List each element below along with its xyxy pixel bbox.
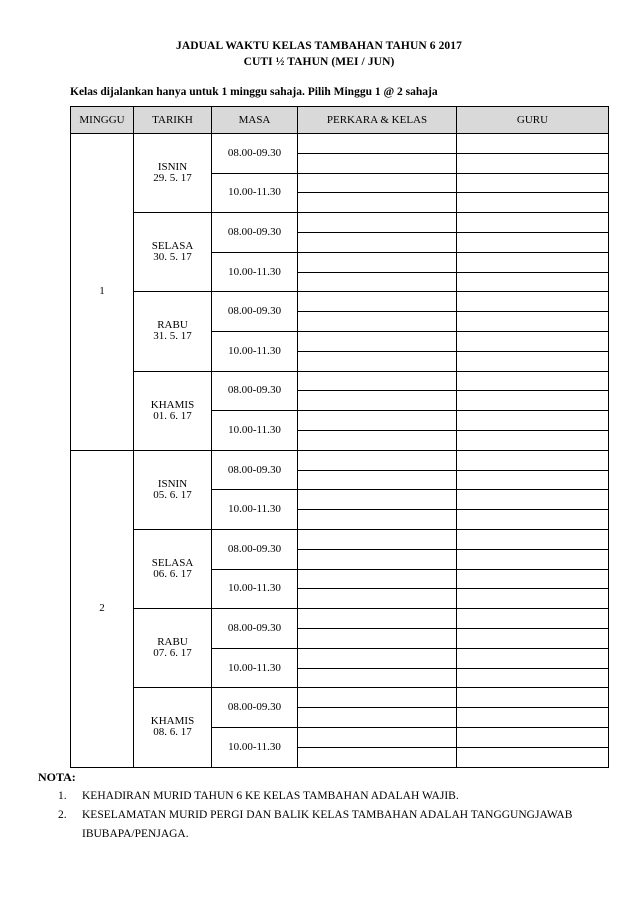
subject-class-cell[interactable] <box>298 510 457 530</box>
subject-class-cell[interactable] <box>298 331 457 351</box>
teacher-cell[interactable] <box>457 411 609 431</box>
subject-class-cell[interactable] <box>298 213 457 233</box>
time-slot-cell: 10.00-11.30 <box>212 173 298 213</box>
time-slot-cell: 10.00-11.30 <box>212 727 298 767</box>
date-text: 07. 6. 17 <box>153 647 192 660</box>
subject-class-cell[interactable] <box>298 549 457 569</box>
teacher-cell[interactable] <box>457 292 609 312</box>
note-text: KESELAMATAN MURID PERGI DAN BALIK KELAS TAMBAHAN ADALAH TANGGUNGJAWAB IBUBAPA/PENJAGA. <box>82 809 573 840</box>
teacher-cell[interactable] <box>457 252 609 272</box>
subject-class-cell[interactable] <box>298 430 457 450</box>
subject-class-cell[interactable] <box>298 648 457 668</box>
day-name: KHAMIS <box>150 398 195 411</box>
subject-class-cell[interactable] <box>298 529 457 549</box>
teacher-cell[interactable] <box>457 450 609 470</box>
subject-class-cell[interactable] <box>298 391 457 411</box>
teacher-cell[interactable] <box>457 470 609 490</box>
teacher-cell[interactable] <box>457 727 609 747</box>
date-text: 06. 6. 17 <box>153 568 192 581</box>
teacher-cell[interactable] <box>457 688 609 708</box>
teacher-cell[interactable] <box>457 747 609 767</box>
teacher-cell[interactable] <box>457 134 609 154</box>
teacher-cell[interactable] <box>457 628 609 648</box>
day-name: SELASA <box>151 240 194 253</box>
table-row <box>71 529 609 549</box>
subject-class-cell[interactable] <box>298 371 457 391</box>
subject-class-cell[interactable] <box>298 708 457 728</box>
teacher-cell[interactable] <box>457 430 609 450</box>
teacher-cell[interactable] <box>457 272 609 292</box>
subject-class-cell[interactable] <box>298 727 457 747</box>
table-header-row <box>71 107 609 134</box>
date-cell <box>134 292 212 371</box>
notes-title: NOTA: <box>38 770 76 784</box>
time-slot-cell: 08.00-09.30 <box>212 450 298 490</box>
instruction-text: Kelas dijalankan hanya untuk 1 minggu sahaja. Pilih Minggu 1 @ 2 sahaja <box>70 86 438 98</box>
subject-class-cell[interactable] <box>298 193 457 213</box>
time-slot-cell: 10.00-11.30 <box>212 490 298 530</box>
time-slot-cell: 08.00-09.30 <box>212 134 298 174</box>
column-header-perkara-kelas: PERKARA & KELAS <box>298 107 457 134</box>
date-text: 08. 6. 17 <box>153 726 192 739</box>
teacher-cell[interactable] <box>457 173 609 193</box>
teacher-cell[interactable] <box>457 371 609 391</box>
time-slot-cell: 10.00-11.30 <box>212 252 298 292</box>
subject-class-cell[interactable] <box>298 628 457 648</box>
date-cell <box>134 450 212 529</box>
time-slot-cell: 08.00-09.30 <box>212 213 298 253</box>
subject-class-cell[interactable] <box>298 272 457 292</box>
teacher-cell[interactable] <box>457 490 609 510</box>
teacher-cell[interactable] <box>457 232 609 252</box>
column-header-minggu: MINGGU <box>71 107 134 134</box>
subject-class-cell[interactable] <box>298 450 457 470</box>
time-slot-cell: 08.00-09.30 <box>212 292 298 332</box>
subject-class-cell[interactable] <box>298 134 457 154</box>
time-slot-cell: 10.00-11.30 <box>212 331 298 371</box>
table-row <box>71 213 609 233</box>
subject-class-cell[interactable] <box>298 490 457 510</box>
day-name: KHAMIS <box>150 715 195 728</box>
week-number-cell: 2 <box>71 450 134 767</box>
date-text: 30. 5. 17 <box>153 251 192 264</box>
table-row <box>71 688 609 708</box>
time-slot-cell: 08.00-09.30 <box>212 688 298 728</box>
teacher-cell[interactable] <box>457 549 609 569</box>
schedule-body <box>71 134 609 768</box>
table-row <box>71 371 609 391</box>
date-text: 01. 6. 17 <box>153 409 192 422</box>
teacher-cell[interactable] <box>457 391 609 411</box>
document-title: JADUAL WAKTU KELAS TAMBAHAN TAHUN 6 2017 <box>175 40 462 52</box>
subject-class-cell[interactable] <box>298 173 457 193</box>
time-slot-cell: 08.00-09.30 <box>212 529 298 569</box>
schedule-table <box>70 106 609 768</box>
subject-class-cell[interactable] <box>298 252 457 272</box>
teacher-cell[interactable] <box>457 153 609 173</box>
teacher-cell[interactable] <box>457 331 609 351</box>
subject-class-cell[interactable] <box>298 569 457 589</box>
document-subtitle: CUTI ½ TAHUN (MEI / JUN) <box>243 56 395 68</box>
note-number: 2. <box>58 809 67 821</box>
subject-class-cell[interactable] <box>298 747 457 767</box>
subject-class-cell[interactable] <box>298 351 457 371</box>
day-name: SELASA <box>151 557 194 570</box>
teacher-cell[interactable] <box>457 648 609 668</box>
subject-class-cell[interactable] <box>298 668 457 688</box>
time-slot-cell: 08.00-09.30 <box>212 609 298 649</box>
time-slot-cell: 10.00-11.30 <box>212 411 298 451</box>
date-cell <box>134 134 212 213</box>
column-header-guru: GURU <box>457 107 609 134</box>
teacher-cell[interactable] <box>457 708 609 728</box>
subject-class-cell[interactable] <box>298 688 457 708</box>
time-slot-cell: 08.00-09.30 <box>212 371 298 411</box>
date-cell <box>134 213 212 292</box>
subject-class-cell[interactable] <box>298 589 457 609</box>
subject-class-cell[interactable] <box>298 470 457 490</box>
teacher-cell[interactable] <box>457 351 609 371</box>
subject-class-cell[interactable] <box>298 609 457 629</box>
date-cell <box>134 609 212 688</box>
day-name: ISNIN <box>157 477 188 490</box>
subject-class-cell[interactable] <box>298 411 457 431</box>
date-text: 29. 5. 17 <box>153 172 192 185</box>
date-text: 05. 6. 17 <box>153 488 192 501</box>
subject-class-cell[interactable] <box>298 232 457 252</box>
teacher-cell[interactable] <box>457 589 609 609</box>
subject-class-cell[interactable] <box>298 153 457 173</box>
table-row <box>71 292 609 312</box>
date-cell <box>134 371 212 450</box>
column-header-masa: MASA <box>212 107 298 134</box>
day-name: ISNIN <box>157 161 188 174</box>
time-slot-cell: 10.00-11.30 <box>212 569 298 609</box>
table-row <box>71 450 609 470</box>
teacher-cell[interactable] <box>457 529 609 549</box>
column-header-tarikh: TARIKH <box>134 107 212 134</box>
note-number: 1. <box>58 790 67 802</box>
table-row <box>71 134 609 154</box>
note-text: KEHADIRAN MURID TAHUN 6 KE KELAS TAMBAHAN ADALAH WAJIB. <box>82 790 459 802</box>
teacher-cell[interactable] <box>457 193 609 213</box>
date-cell <box>134 688 212 767</box>
teacher-cell[interactable] <box>457 569 609 589</box>
date-text: 31. 5. 17 <box>153 330 192 343</box>
teacher-cell[interactable] <box>457 510 609 530</box>
week-number-cell: 1 <box>71 134 134 451</box>
table-row <box>71 609 609 629</box>
teacher-cell[interactable] <box>457 312 609 332</box>
teacher-cell[interactable] <box>457 668 609 688</box>
teacher-cell[interactable] <box>457 213 609 233</box>
subject-class-cell[interactable] <box>298 312 457 332</box>
teacher-cell[interactable] <box>457 609 609 629</box>
day-name: RABU <box>157 319 188 332</box>
time-slot-cell: 10.00-11.30 <box>212 648 298 688</box>
day-name: RABU <box>157 636 188 649</box>
subject-class-cell[interactable] <box>298 292 457 312</box>
date-cell <box>134 529 212 608</box>
